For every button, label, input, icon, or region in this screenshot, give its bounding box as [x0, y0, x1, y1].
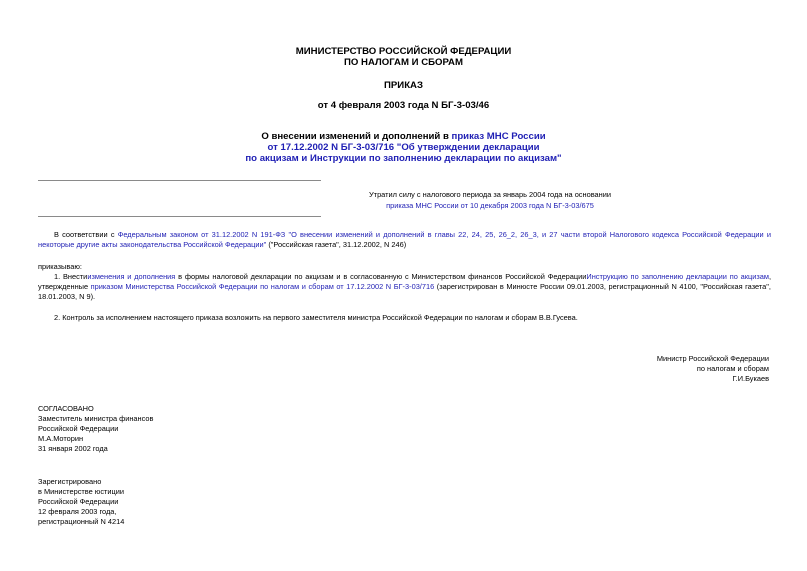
- document-title-line1: [0, 131, 807, 142]
- item1-text-a: 1. Внести: [54, 272, 88, 281]
- signature-name: Г.И.Букаев: [732, 374, 769, 383]
- intro-paragraph: [38, 230, 771, 250]
- registration-heading: Зарегистрировано: [38, 477, 102, 486]
- title-text: О внесении изменений и дополнений в: [261, 131, 452, 142]
- order-word: приказываю:: [38, 262, 82, 271]
- registration-country: Российской Федерации: [38, 497, 119, 506]
- document-date-number: от 4 февраля 2003 года N БГ-3-03/46: [317, 100, 490, 111]
- agreed-block: [38, 404, 153, 454]
- instruction-link[interactable]: Инструкцию по заполнению декларации по акцизам: [586, 272, 769, 281]
- agreed-name: М.А.Моторин: [38, 434, 84, 443]
- intro-text: В соответствии с: [54, 230, 118, 239]
- document-type: ПРИКАЗ: [384, 80, 423, 91]
- title-link-order[interactable]: приказ МНС России: [451, 131, 546, 142]
- registration-ministry: в Министерстве юстиции: [38, 487, 125, 496]
- agreed-heading: СОГЛАСОВАНО: [38, 404, 94, 413]
- document-title-line2[interactable]: от 17.12.2002 N БГ-3-03/716 "Об утверждении декларации: [267, 142, 540, 153]
- agreed-date: 31 января 2002 года: [38, 444, 108, 453]
- ministry-title-line2: ПО НАЛОГАМ И СБОРАМ: [344, 57, 463, 68]
- changes-link[interactable]: изменения и дополнения: [87, 272, 176, 281]
- agreed-country: Российской Федерации: [38, 424, 119, 433]
- registration-block: [38, 477, 124, 527]
- item1-text-b: в формы налоговой декларации по акцизам и в согласованную с Министерством финансов Российской Федерации: [175, 272, 587, 281]
- item1-text-d: (зарегистрирован в Минюсте России 09.01.2003, регистрационный N 4100, "Российская газета", 18.01.2003, N 9).: [38, 282, 771, 301]
- repeal-notice-line1: Утратил силу с налогового периода за январь 2004 года на основании: [368, 190, 611, 199]
- registration-number: регистрационный N 4214: [38, 517, 125, 526]
- order-item-1: [38, 272, 771, 302]
- repeal-notice-link[interactable]: приказа МНС России от 10 декабря 2003 года N БГ-3-03/675: [386, 201, 594, 210]
- registration-date: 12 февраля 2003 года,: [38, 507, 117, 516]
- signature-block: [657, 354, 769, 384]
- intro-source: ("Российская газета", 31.12.2002, N 246): [266, 240, 407, 249]
- signature-position-1: Министр Российской Федерации: [656, 354, 769, 363]
- ministry-order-link[interactable]: приказом Министерства Российской Федерации по налогам и сборам от 17.12.2002 N БГ-3-03/716: [90, 282, 435, 291]
- divider-top: [38, 180, 321, 181]
- federal-law-link[interactable]: Федеральным законом от 31.12.2002 N 191-ФЗ "О внесении изменений и дополнений в главы 22, 24, 25, 26_2, 26_3, и 27 части второй Налогового кодекса Российской Федерации и некоторые другие акты законодательства Российской Федерации": [38, 230, 772, 249]
- agreed-position: Заместитель министра финансов: [38, 414, 154, 423]
- document-title-line3[interactable]: по акцизам и Инструкции по заполнению декларации по акцизам": [245, 153, 562, 164]
- item1-text-c: , утвержденные: [38, 272, 771, 291]
- ministry-title-line1: МИНИСТЕРСТВО РОССИЙСКОЙ ФЕДЕРАЦИИ: [295, 46, 512, 57]
- signature-position-2: по налогам и сборам: [696, 364, 769, 373]
- order-item-2: 2. Контроль за исполнением настоящего приказа возложить на первого заместителя министра Российской Федерации по налогам и сборам В.В.Гусева.: [54, 313, 578, 322]
- divider-bottom: [38, 216, 321, 217]
